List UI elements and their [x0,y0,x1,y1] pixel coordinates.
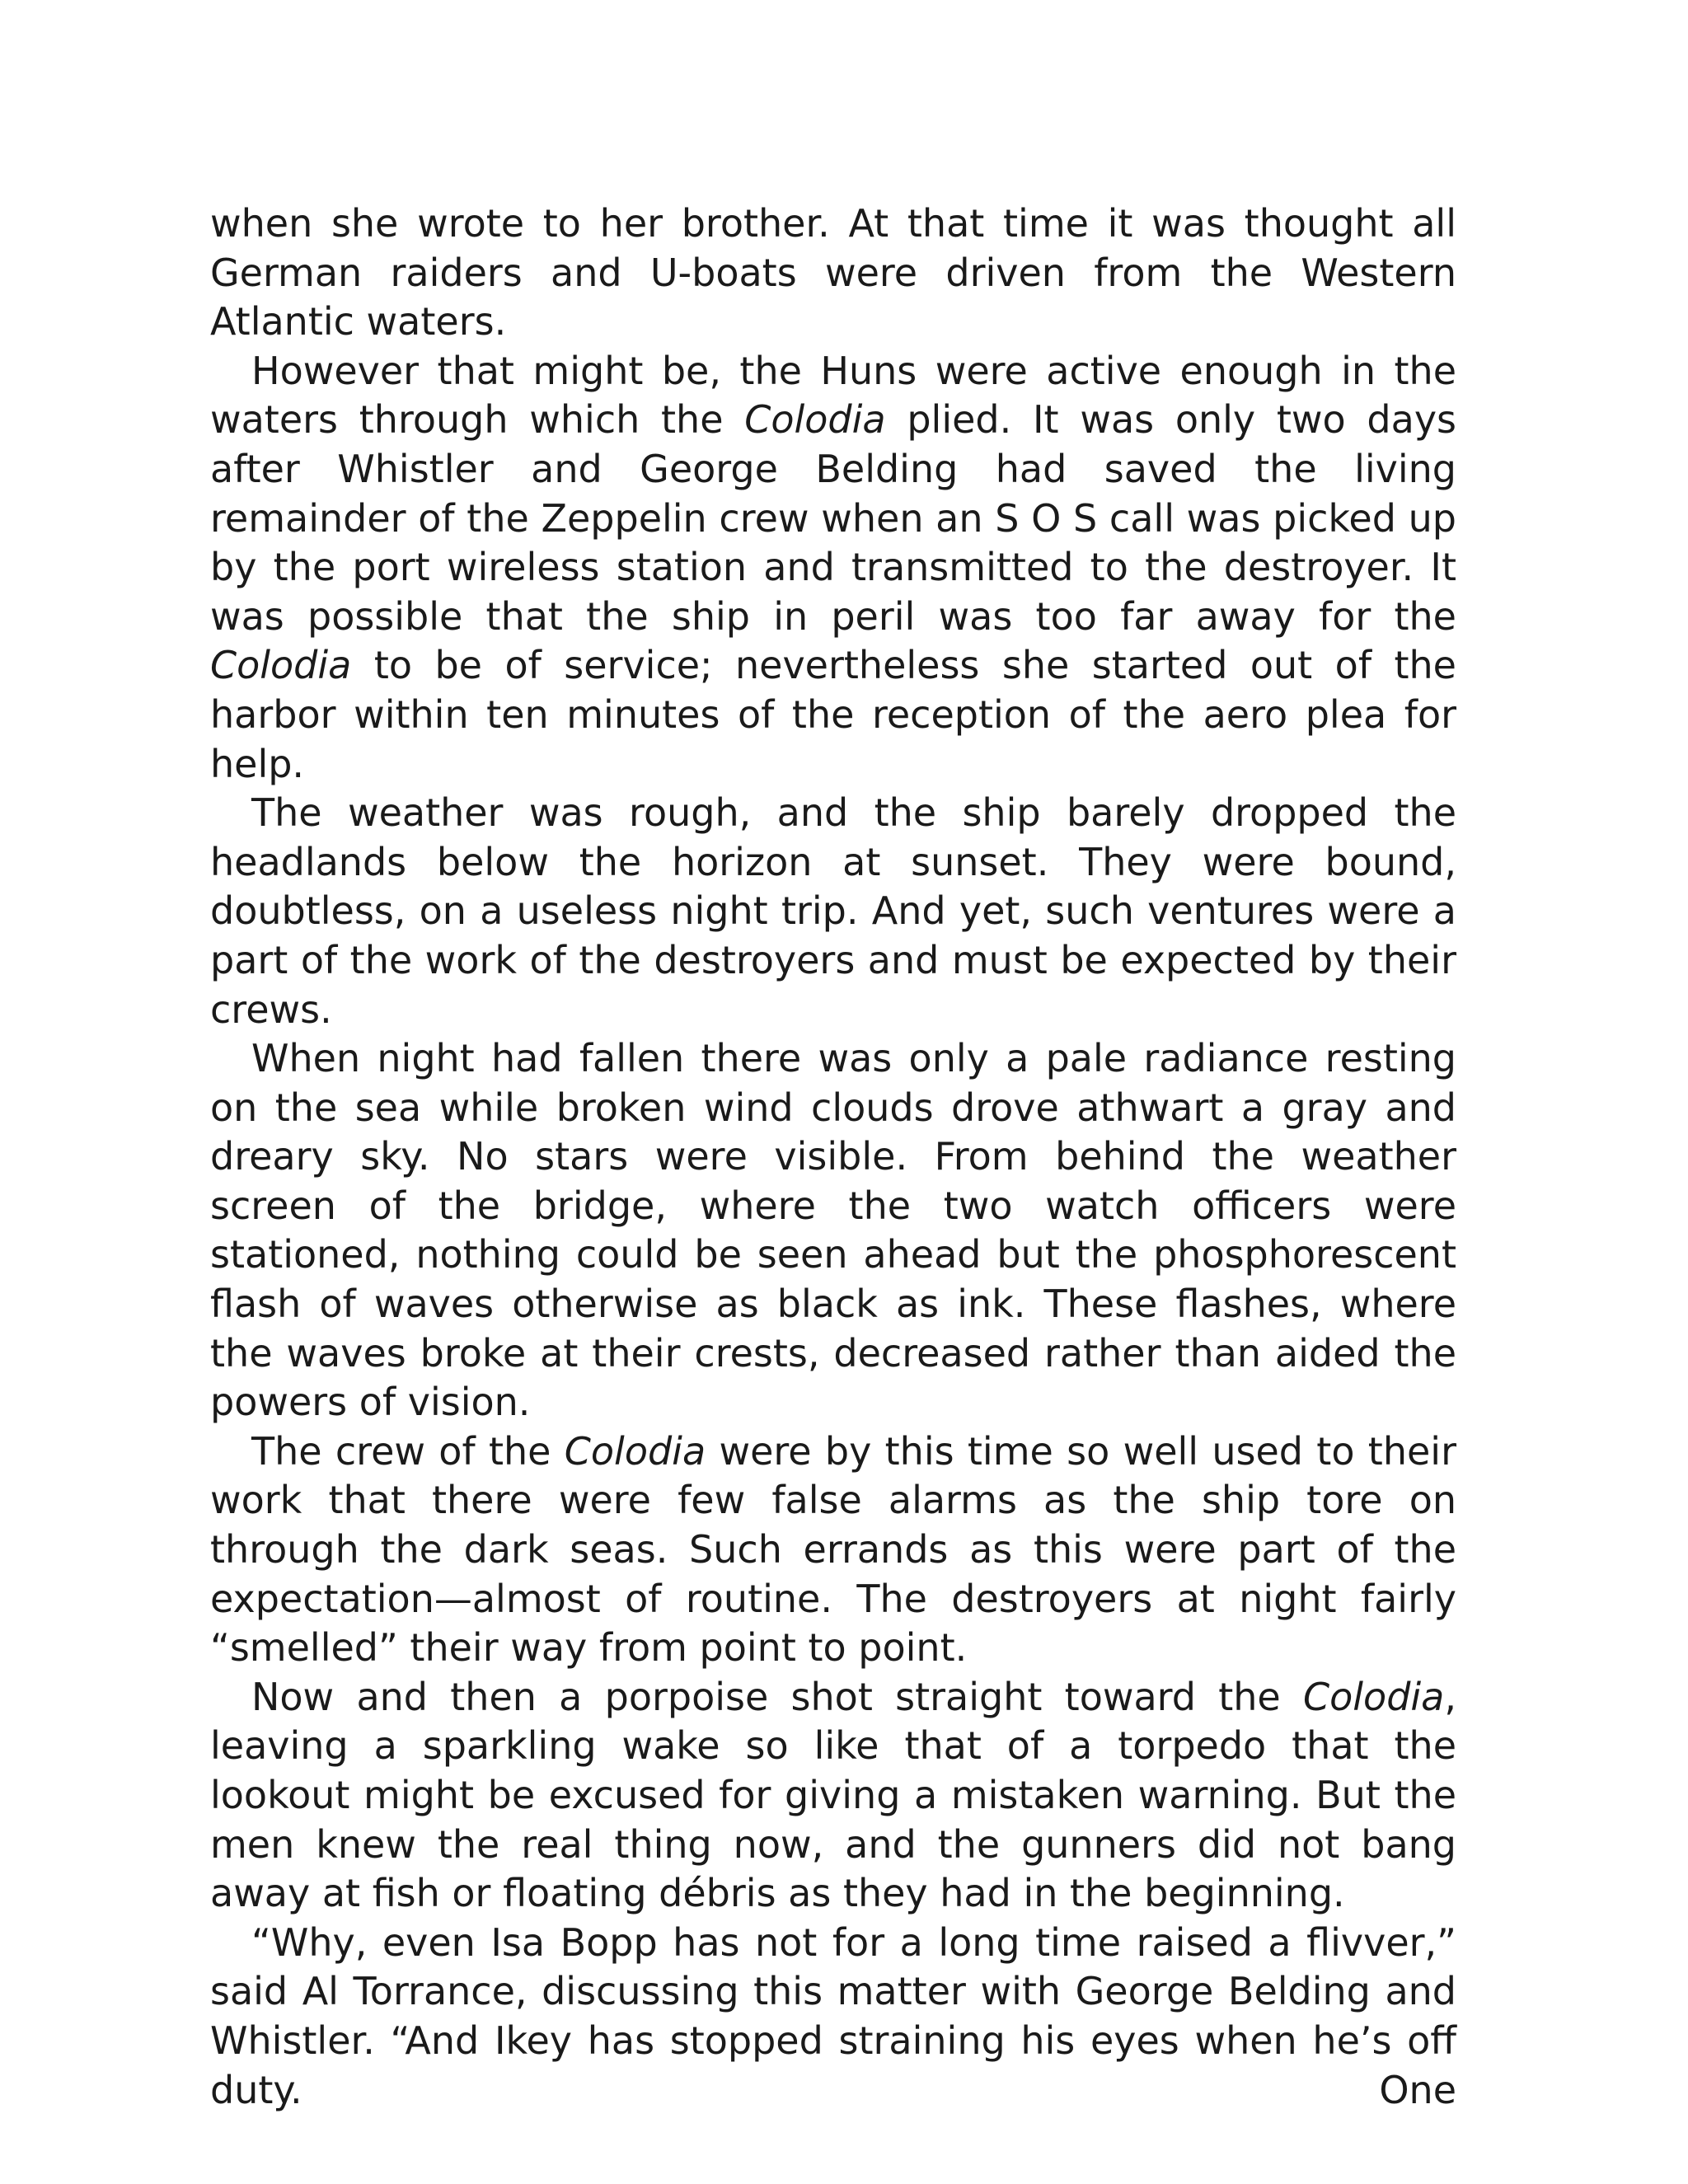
italic-ship-name: Colodia [564,1428,706,1474]
text-run: , leaving a sparkling wake so like that of a torpedo that the lookout might be excused for giving a mistaken warning. But the men knew the real thing now, and the gunners did not bang away at fish or floating débris as they had in the beginning. [210,1674,1456,1916]
text-run: when she wrote to her brother. At that time it was thought all German raiders and U-boats were driven from the Western Atlantic waters. [210,201,1456,344]
text-run: The weather was rough, and the ship barely dropped the headlands below the horizon at sunset. They were bound, doubtless, on a useless night trip. And yet, such ventures were a part of the work of the destroyers and must be expected by their crews. [210,790,1456,1032]
text-run: to be of service; nevertheless she started out of the harbor within ten minutes of the reception of the aero plea for help. [210,643,1456,786]
text-run: When night had fallen there was only a pale radiance resting on the sea while broken wind clouds drove athwart a gray and dreary sky. No stars were visible. From behind the weather screen of the bridge, where the two watch officers were stationed, nothing could be seen ahead but the phosphorescent flash of waves otherwise as black as ink. These flashes, where the waves broke at their crests, decreased rather than aided the powers of vision. [210,1036,1456,1425]
text-run: “Why, even Isa Bopp has not for a long time raised a flivver,” said Al Torrance, discussing this matter with George Belding and Whistler. “And Ikey has stopped straining his eyes when he’s off duty. One [210,1919,1456,2112]
text-run: However that might be, the Huns were active enough in the waters through which the [210,348,1456,443]
text-run: The crew of the [251,1428,565,1474]
paragraph [210,1427,1456,1673]
paragraph [210,1034,1456,1427]
paragraph [210,347,1456,789]
italic-ship-name: Colodia [1303,1674,1445,1719]
text-run: were by this time so well used to their work that there were few false alarms as the ship tore on through the dark seas. Such errands as this were part of the expectation—almost of routine. The destroyers at night fairly “smelled” their way from point to point. [210,1428,1456,1671]
text-run: Now and then a porpoise shot straight toward the [251,1674,1304,1719]
text-run: plied. It was only two days after Whistler and George Belding had saved the living remainder of the Zeppelin crew when an S O S call was picked up by the port wireless station and transmitted to the destroyer. It was possible that the ship in peril was too far away for the [210,397,1457,639]
italic-ship-name: Colodia [210,643,352,688]
paragraph [210,1919,1456,2115]
paragraph [210,789,1456,1034]
paragraph [210,199,1456,347]
book-page [210,199,1456,2115]
paragraph [210,1673,1456,1919]
italic-ship-name: Colodia [744,397,886,443]
